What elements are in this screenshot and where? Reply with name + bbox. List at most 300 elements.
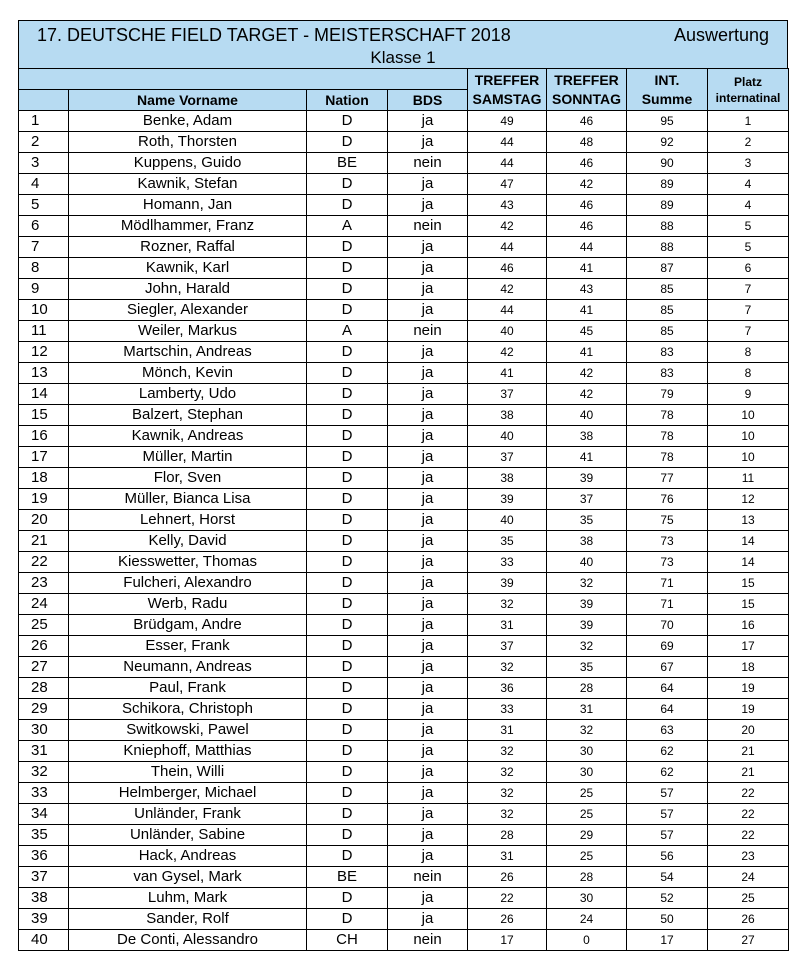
cell-bds: ja [388,447,468,468]
cell-treffer-sonntag: 30 [547,741,627,762]
col-header-treffer-sonntag-top: TREFFER [554,71,619,88]
cell-name: Luhm, Mark [69,888,307,909]
cell-platz: 2 [708,132,789,153]
cell-int-summe: 69 [627,636,708,657]
cell-treffer-samstag: 47 [468,174,547,195]
cell-nation: D [307,804,388,825]
cell-treffer-sonntag: 32 [547,720,627,741]
col-header-treffer-samstag [468,69,547,111]
cell-bds: ja [388,846,468,867]
col-header-treffer-sonntag [547,69,627,111]
table-row [19,888,789,909]
table-row [19,741,789,762]
table-row [19,573,789,594]
cell-int-summe: 83 [627,363,708,384]
cell-treffer-sonntag: 30 [547,762,627,783]
cell-nation: D [307,573,388,594]
cell-name: van Gysel, Mark [69,867,307,888]
cell-treffer-samstag: 32 [468,657,547,678]
table-row [19,909,789,930]
cell-treffer-samstag: 17 [468,930,547,951]
cell-nation: D [307,888,388,909]
cell-treffer-samstag: 44 [468,132,547,153]
cell-bds: nein [388,153,468,174]
table-row [19,678,789,699]
cell-treffer-sonntag: 42 [547,363,627,384]
cell-bds: ja [388,678,468,699]
cell-platz: 4 [708,195,789,216]
cell-bds: ja [388,195,468,216]
cell-nr: 6 [19,216,69,237]
cell-treffer-samstag: 32 [468,741,547,762]
cell-treffer-sonntag: 40 [547,405,627,426]
cell-platz: 18 [708,657,789,678]
cell-int-summe: 92 [627,132,708,153]
cell-name: Flor, Sven [69,468,307,489]
cell-treffer-sonntag: 30 [547,888,627,909]
table-row [19,216,789,237]
cell-treffer-sonntag: 46 [547,153,627,174]
cell-name: Mödlhammer, Franz [69,216,307,237]
cell-nation: D [307,111,388,132]
col-header-bds: BDS [388,90,468,111]
cell-bds: ja [388,468,468,489]
cell-int-summe: 57 [627,783,708,804]
cell-nr: 17 [19,447,69,468]
cell-bds: nein [388,930,468,951]
cell-platz: 10 [708,405,789,426]
cell-int-summe: 85 [627,321,708,342]
cell-bds: ja [388,657,468,678]
table-row [19,636,789,657]
cell-name: Weiler, Markus [69,321,307,342]
table-row [19,510,789,531]
cell-name: Unländer, Frank [69,804,307,825]
cell-treffer-sonntag: 48 [547,132,627,153]
cell-nation: D [307,699,388,720]
cell-nation: D [307,195,388,216]
cell-name: Unländer, Sabine [69,825,307,846]
cell-treffer-sonntag: 25 [547,846,627,867]
cell-nation: D [307,300,388,321]
cell-bds: ja [388,258,468,279]
cell-platz: 19 [708,699,789,720]
cell-bds: ja [388,111,468,132]
cell-int-summe: 50 [627,909,708,930]
cell-treffer-samstag: 40 [468,321,547,342]
cell-nr: 13 [19,363,69,384]
cell-nation: D [307,174,388,195]
cell-name: Müller, Martin [69,447,307,468]
cell-nr: 2 [19,132,69,153]
cell-bds: ja [388,174,468,195]
table-row [19,720,789,741]
cell-bds: ja [388,783,468,804]
cell-nr: 38 [19,888,69,909]
cell-platz: 1 [708,111,789,132]
cell-treffer-samstag: 40 [468,426,547,447]
table-row [19,930,789,951]
cell-nr: 39 [19,909,69,930]
cell-name: Thein, Willi [69,762,307,783]
cell-int-summe: 95 [627,111,708,132]
col-header-int-summe-top: INT. [654,71,680,88]
cell-platz: 7 [708,279,789,300]
cell-treffer-samstag: 35 [468,531,547,552]
cell-treffer-sonntag: 38 [547,426,627,447]
cell-name: Esser, Frank [69,636,307,657]
cell-platz: 8 [708,363,789,384]
cell-nation: D [307,510,388,531]
cell-treffer-sonntag: 31 [547,699,627,720]
table-row [19,447,789,468]
cell-nr: 1 [19,111,69,132]
cell-nation: D [307,741,388,762]
cell-treffer-sonntag: 41 [547,258,627,279]
table-row [19,132,789,153]
cell-nr: 5 [19,195,69,216]
cell-name: Neumann, Andreas [69,657,307,678]
cell-treffer-sonntag: 46 [547,111,627,132]
cell-nation: D [307,489,388,510]
cell-treffer-samstag: 37 [468,384,547,405]
cell-platz: 22 [708,804,789,825]
cell-treffer-sonntag: 42 [547,384,627,405]
cell-name: Rozner, Raffal [69,237,307,258]
cell-name: Kiesswetter, Thomas [69,552,307,573]
cell-name: Paul, Frank [69,678,307,699]
cell-nr: 16 [19,426,69,447]
cell-nation: D [307,762,388,783]
cell-name: Switkowski, Pawel [69,720,307,741]
cell-nation: D [307,636,388,657]
cell-treffer-samstag: 39 [468,489,547,510]
cell-int-summe: 79 [627,384,708,405]
cell-treffer-sonntag: 37 [547,489,627,510]
cell-int-summe: 90 [627,153,708,174]
cell-nation: D [307,657,388,678]
col-header-platz-bottom: internatinal [715,90,781,105]
table-row [19,195,789,216]
cell-platz: 21 [708,741,789,762]
cell-treffer-sonntag: 42 [547,174,627,195]
table-row [19,384,789,405]
table-row [19,804,789,825]
cell-treffer-samstag: 44 [468,237,547,258]
table-row [19,321,789,342]
col-header-int-summe-bottom: Summe [641,90,693,107]
cell-platz: 27 [708,930,789,951]
cell-nr: 29 [19,699,69,720]
cell-nation: D [307,594,388,615]
cell-treffer-sonntag: 46 [547,216,627,237]
cell-int-summe: 78 [627,426,708,447]
cell-treffer-samstag: 36 [468,678,547,699]
cell-treffer-sonntag: 39 [547,468,627,489]
cell-treffer-samstag: 26 [468,909,547,930]
cell-int-summe: 75 [627,510,708,531]
cell-treffer-samstag: 44 [468,300,547,321]
cell-nation: A [307,216,388,237]
cell-nr: 22 [19,552,69,573]
cell-treffer-samstag: 49 [468,111,547,132]
cell-platz: 14 [708,552,789,573]
cell-nation: D [307,615,388,636]
cell-nr: 8 [19,258,69,279]
table-row [19,363,789,384]
cell-platz: 7 [708,300,789,321]
cell-treffer-sonntag: 25 [547,804,627,825]
cell-nr: 31 [19,741,69,762]
cell-int-summe: 83 [627,342,708,363]
cell-platz: 14 [708,531,789,552]
cell-platz: 19 [708,678,789,699]
cell-name: Lehnert, Horst [69,510,307,531]
cell-int-summe: 57 [627,825,708,846]
cell-nation: D [307,279,388,300]
table-row [19,426,789,447]
cell-treffer-samstag: 37 [468,636,547,657]
cell-treffer-sonntag: 35 [547,657,627,678]
cell-treffer-sonntag: 39 [547,594,627,615]
cell-nr: 40 [19,930,69,951]
table-row [19,300,789,321]
cell-nation: D [307,384,388,405]
cell-bds: ja [388,552,468,573]
cell-bds: ja [388,636,468,657]
col-header-platz [708,69,789,111]
cell-nr: 19 [19,489,69,510]
cell-treffer-samstag: 40 [468,510,547,531]
cell-nr: 28 [19,678,69,699]
cell-nation: D [307,531,388,552]
table-row [19,468,789,489]
cell-int-summe: 64 [627,678,708,699]
cell-name: Homann, Jan [69,195,307,216]
cell-int-summe: 52 [627,888,708,909]
cell-name: Kawnik, Karl [69,258,307,279]
cell-nr: 23 [19,573,69,594]
cell-bds: ja [388,573,468,594]
cell-nr: 35 [19,825,69,846]
col-header-int-summe [627,69,708,111]
cell-name: Kelly, David [69,531,307,552]
cell-name: Helmberger, Michael [69,783,307,804]
table-row [19,552,789,573]
cell-platz: 11 [708,468,789,489]
cell-nr: 30 [19,720,69,741]
cell-nation: BE [307,867,388,888]
cell-treffer-samstag: 41 [468,363,547,384]
cell-bds: ja [388,237,468,258]
cell-nation: D [307,258,388,279]
cell-bds: ja [388,531,468,552]
cell-int-summe: 71 [627,594,708,615]
cell-platz: 12 [708,489,789,510]
cell-int-summe: 57 [627,804,708,825]
cell-platz: 8 [708,342,789,363]
cell-platz: 3 [708,153,789,174]
cell-treffer-samstag: 42 [468,342,547,363]
cell-nation: D [307,237,388,258]
cell-treffer-samstag: 32 [468,804,547,825]
col-header-nr [19,90,69,111]
cell-treffer-sonntag: 28 [547,678,627,699]
cell-platz: 22 [708,783,789,804]
cell-bds: ja [388,405,468,426]
cell-treffer-samstag: 28 [468,825,547,846]
cell-treffer-samstag: 32 [468,783,547,804]
cell-nation: D [307,783,388,804]
cell-treffer-sonntag: 44 [547,237,627,258]
cell-nation: D [307,825,388,846]
cell-int-summe: 77 [627,468,708,489]
cell-int-summe: 73 [627,552,708,573]
cell-int-summe: 88 [627,237,708,258]
cell-nr: 21 [19,531,69,552]
cell-nr: 26 [19,636,69,657]
cell-treffer-sonntag: 45 [547,321,627,342]
cell-treffer-sonntag: 24 [547,909,627,930]
cell-int-summe: 62 [627,762,708,783]
cell-treffer-sonntag: 39 [547,615,627,636]
cell-name: Mönch, Kevin [69,363,307,384]
table-row [19,762,789,783]
cell-treffer-samstag: 39 [468,573,547,594]
cell-nation: D [307,678,388,699]
table-row [19,594,789,615]
cell-bds: ja [388,762,468,783]
cell-int-summe: 62 [627,741,708,762]
cell-platz: 6 [708,258,789,279]
cell-nr: 11 [19,321,69,342]
cell-platz: 22 [708,825,789,846]
cell-treffer-samstag: 44 [468,153,547,174]
cell-nr: 4 [19,174,69,195]
cell-int-summe: 63 [627,720,708,741]
cell-treffer-sonntag: 41 [547,300,627,321]
table-row [19,783,789,804]
cell-platz: 16 [708,615,789,636]
cell-name: Kawnik, Stefan [69,174,307,195]
cell-nation: D [307,720,388,741]
cell-name: Martschin, Andreas [69,342,307,363]
results-body [19,111,789,951]
cell-nation: D [307,468,388,489]
cell-name: Balzert, Stephan [69,405,307,426]
cell-bds: ja [388,909,468,930]
cell-platz: 17 [708,636,789,657]
cell-treffer-samstag: 32 [468,594,547,615]
cell-treffer-sonntag: 32 [547,636,627,657]
cell-int-summe: 76 [627,489,708,510]
cell-platz: 7 [708,321,789,342]
cell-name: Müller, Bianca Lisa [69,489,307,510]
cell-nation: D [307,405,388,426]
results-sheet [18,20,788,951]
cell-treffer-samstag: 32 [468,762,547,783]
cell-nation: CH [307,930,388,951]
cell-bds: ja [388,741,468,762]
cell-platz: 5 [708,237,789,258]
table-row [19,342,789,363]
cell-bds: ja [388,615,468,636]
table-row [19,489,789,510]
header-spacer [19,69,468,90]
evaluation-label: Auswertung [673,25,769,45]
cell-bds: ja [388,510,468,531]
cell-nation: A [307,321,388,342]
cell-int-summe: 71 [627,573,708,594]
cell-platz: 23 [708,846,789,867]
cell-int-summe: 56 [627,846,708,867]
cell-treffer-samstag: 42 [468,279,547,300]
cell-nation: D [307,552,388,573]
cell-nation: D [307,132,388,153]
cell-int-summe: 85 [627,279,708,300]
col-header-treffer-samstag-bottom: SAMSTAG [472,90,542,107]
results-table [18,68,789,951]
cell-treffer-sonntag: 46 [547,195,627,216]
cell-treffer-samstag: 31 [468,846,547,867]
table-row [19,846,789,867]
cell-nation: D [307,342,388,363]
cell-treffer-samstag: 43 [468,195,547,216]
cell-treffer-sonntag: 41 [547,342,627,363]
cell-name: Kuppens, Guido [69,153,307,174]
cell-nr: 14 [19,384,69,405]
cell-nr: 27 [19,657,69,678]
cell-int-summe: 73 [627,531,708,552]
col-header-treffer-sonntag-bottom: SONNTAG [552,90,621,107]
col-header-name: Name Vorname [69,90,307,111]
cell-platz: 10 [708,447,789,468]
cell-treffer-samstag: 38 [468,405,547,426]
cell-int-summe: 78 [627,447,708,468]
cell-treffer-samstag: 31 [468,615,547,636]
cell-bds: ja [388,363,468,384]
cell-bds: ja [388,825,468,846]
cell-name: Benke, Adam [69,111,307,132]
cell-treffer-sonntag: 29 [547,825,627,846]
cell-treffer-sonntag: 40 [547,552,627,573]
table-row [19,279,789,300]
cell-int-summe: 87 [627,258,708,279]
cell-nr: 34 [19,804,69,825]
cell-nr: 12 [19,342,69,363]
cell-treffer-samstag: 26 [468,867,547,888]
cell-nr: 32 [19,762,69,783]
cell-bds: ja [388,279,468,300]
table-row [19,531,789,552]
table-row [19,405,789,426]
cell-treffer-samstag: 31 [468,720,547,741]
cell-bds: nein [388,216,468,237]
table-row [19,867,789,888]
cell-nr: 36 [19,846,69,867]
table-row [19,825,789,846]
cell-bds: ja [388,594,468,615]
cell-name: Schikora, Christoph [69,699,307,720]
cell-platz: 26 [708,909,789,930]
cell-int-summe: 89 [627,174,708,195]
cell-nr: 20 [19,510,69,531]
cell-treffer-sonntag: 38 [547,531,627,552]
table-row [19,111,789,132]
cell-nr: 3 [19,153,69,174]
table-row [19,174,789,195]
cell-nation: D [307,846,388,867]
